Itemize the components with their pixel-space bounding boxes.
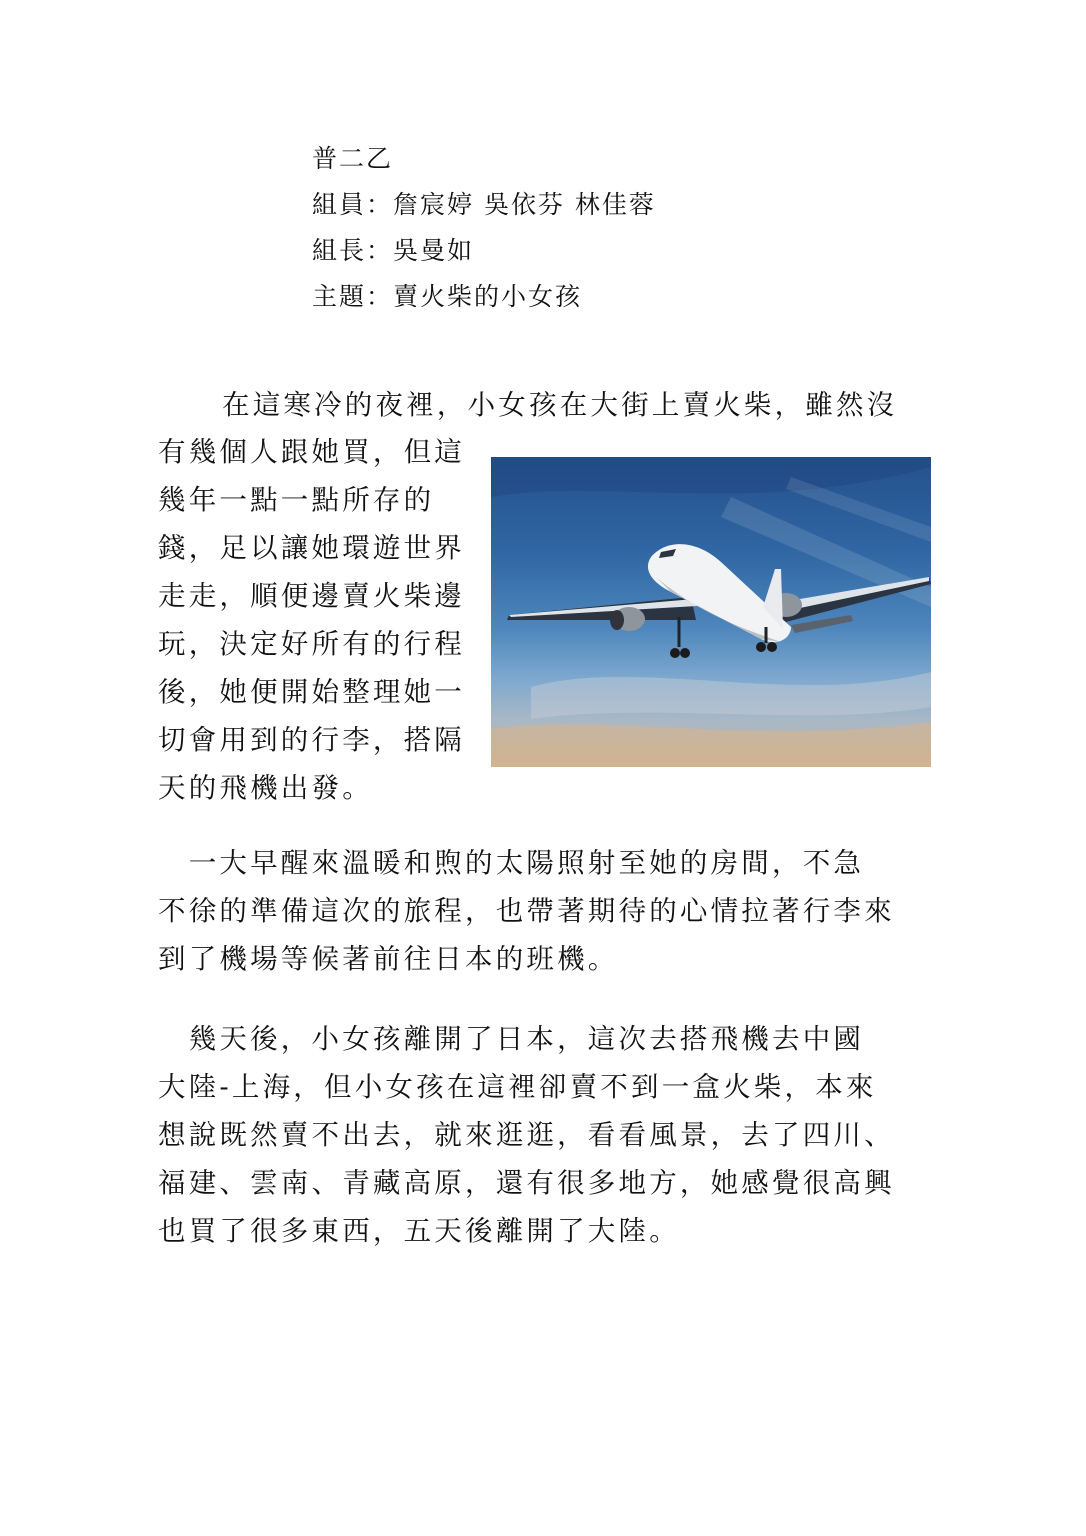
class-name: 普二乙 (312, 144, 394, 173)
text-line: 後，她便開始整理她一 (158, 676, 465, 708)
text-line: 也買了很多東西，五天後離開了大陸。 (158, 1215, 680, 1247)
paragraph-1-wrapped (158, 428, 465, 812)
text-line: 有幾個人跟她買，但這 (158, 436, 465, 468)
group-leader: 組長：吳曼如 (312, 236, 475, 265)
text-line: 不徐的準備這次的旅程，也帶著期待的心情拉著行李來 (158, 895, 895, 927)
text-line: 在這寒冷的夜裡，小女孩在大街上賣火柴，雖然沒 (222, 389, 898, 421)
text-line: 福建、雲南、青藏高原，還有很多地方，她感覺很高興 (158, 1167, 895, 1199)
text-line: 幾天後，小女孩離開了日本，這次去搭飛機去中國 (158, 1023, 865, 1055)
text-line: 到了機場等候著前往日本的班機。 (158, 943, 619, 975)
text-line: 錢，足以讓她環遊世界 (158, 532, 465, 564)
text-line: 玩，決定好所有的行程 (158, 628, 465, 660)
airplane-photo (491, 457, 931, 767)
text-line: 一大早醒來溫暖和煦的太陽照射至她的房間，不急 (158, 847, 865, 879)
paragraph-2 (158, 839, 895, 983)
text-line: 想說既然賣不出去，就來逛逛，看看風景，去了四川、 (158, 1119, 895, 1151)
airplane-illustration (491, 457, 931, 767)
header-block (312, 136, 656, 320)
group-members: 組員：詹宸婷 吳依芬 林佳蓉 (312, 190, 656, 219)
text-line: 切會用到的行李，搭隔 (158, 724, 465, 756)
text-line: 走走，順便邊賣火柴邊 (158, 580, 465, 612)
text-line: 大陸-上海，但小女孩在這裡卻賣不到一盒火柴，本來 (158, 1071, 877, 1103)
text-line: 幾年一點一點所存的 (158, 484, 435, 516)
topic: 主題：賣火柴的小女孩 (312, 282, 583, 311)
paragraph-3 (158, 1015, 895, 1255)
text-line: 天的飛機出發。 (158, 772, 373, 804)
paragraph-1-first-line (222, 381, 897, 429)
